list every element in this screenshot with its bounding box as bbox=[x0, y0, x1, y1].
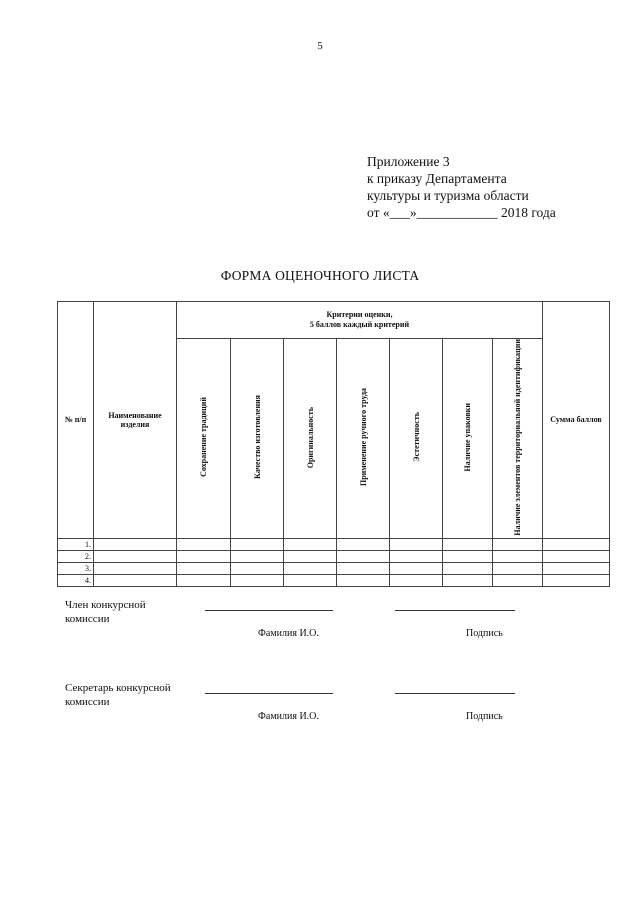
sign-caption: Подпись bbox=[466, 711, 503, 722]
row-number: 4. bbox=[58, 574, 94, 586]
criteria-header-2 bbox=[231, 339, 284, 539]
criteria-label: Эстетичность bbox=[411, 412, 421, 463]
row-number: 1. bbox=[58, 538, 94, 550]
table-cell[interactable] bbox=[284, 550, 337, 562]
table-cell[interactable] bbox=[231, 538, 284, 550]
table-cell[interactable] bbox=[337, 538, 390, 550]
header-item-name-label: Наименование изделия bbox=[108, 410, 162, 429]
signature-role-line-2: комиссии bbox=[65, 613, 110, 625]
table-cell[interactable] bbox=[177, 574, 231, 586]
criteria-label: Качество изготовления bbox=[252, 395, 262, 480]
table-cell[interactable] bbox=[543, 562, 610, 574]
table-cell[interactable] bbox=[337, 562, 390, 574]
table-cell[interactable] bbox=[443, 538, 493, 550]
name-signature-line[interactable] bbox=[205, 610, 333, 611]
header-number bbox=[58, 302, 94, 539]
table-cell[interactable] bbox=[177, 550, 231, 562]
row-number: 3. bbox=[58, 562, 94, 574]
table-cell[interactable] bbox=[337, 574, 390, 586]
evaluation-table bbox=[57, 301, 610, 587]
name-caption: Фамилия И.О. bbox=[258, 628, 319, 639]
table-cell[interactable] bbox=[443, 574, 493, 586]
table-cell[interactable] bbox=[390, 562, 443, 574]
criteria-header-1 bbox=[177, 339, 231, 539]
table-cell[interactable] bbox=[284, 538, 337, 550]
row-number: 2. bbox=[58, 550, 94, 562]
criteria-label: Наличие элементов территориальной идентификации bbox=[513, 339, 522, 536]
name-caption: Фамилия И.О. bbox=[258, 711, 319, 722]
appendix-line-2: к приказу Департамента bbox=[367, 171, 507, 186]
table-cell[interactable] bbox=[493, 562, 543, 574]
header-item-name bbox=[94, 302, 177, 539]
signature-line[interactable] bbox=[395, 610, 515, 611]
appendix-line-4: от «___»____________ 2018 года bbox=[367, 205, 556, 220]
table-cell[interactable] bbox=[493, 574, 543, 586]
table-cell[interactable] bbox=[543, 538, 610, 550]
table-cell[interactable] bbox=[94, 562, 177, 574]
header-number-label: № п/п bbox=[64, 415, 87, 425]
form-title: ФОРМА ОЦЕНОЧНОГО ЛИСТА bbox=[220, 268, 420, 283]
appendix-block bbox=[367, 153, 556, 221]
header-criteria bbox=[177, 302, 543, 339]
table-row bbox=[58, 562, 610, 574]
table-cell[interactable] bbox=[284, 574, 337, 586]
table-cell[interactable] bbox=[543, 574, 610, 586]
criteria-label: Сохранение традиций bbox=[199, 397, 208, 478]
criteria-label: Оригинальность bbox=[305, 406, 315, 468]
table-cell[interactable] bbox=[543, 550, 610, 562]
table-cell[interactable] bbox=[231, 574, 284, 586]
appendix-line-3: культуры и туризма области bbox=[367, 188, 529, 203]
signature-role bbox=[65, 681, 171, 709]
table-cell[interactable] bbox=[94, 550, 177, 562]
criteria-header-3 bbox=[284, 339, 337, 539]
table-cell[interactable] bbox=[231, 562, 284, 574]
criteria-label: Наличие упаковки bbox=[463, 403, 472, 472]
name-signature-line[interactable] bbox=[205, 693, 333, 694]
table-cell[interactable] bbox=[390, 538, 443, 550]
signature-line[interactable] bbox=[395, 693, 515, 694]
table-row bbox=[58, 538, 610, 550]
header-sum-label: Сумма баллов bbox=[550, 415, 602, 425]
signature-role-line-2: комиссии bbox=[65, 696, 110, 708]
criteria-header-4 bbox=[337, 339, 390, 539]
sign-caption: Подпись bbox=[466, 628, 503, 639]
table-cell[interactable] bbox=[337, 550, 390, 562]
signature-role-line-1: Член конкурсной bbox=[65, 599, 146, 611]
criteria-title-line-2: 5 баллов каждый критерий bbox=[309, 320, 410, 329]
signature-role bbox=[65, 598, 146, 626]
header-sum bbox=[543, 302, 610, 539]
criteria-header-7 bbox=[493, 339, 543, 539]
table-cell[interactable] bbox=[284, 562, 337, 574]
table-cell[interactable] bbox=[493, 538, 543, 550]
table-cell[interactable] bbox=[390, 574, 443, 586]
appendix-line-1: Приложение 3 bbox=[367, 154, 450, 169]
criteria-label: Применение ручного труда bbox=[358, 388, 368, 487]
criteria-header-6 bbox=[443, 339, 493, 539]
criteria-header-5 bbox=[390, 339, 443, 539]
table-row bbox=[58, 574, 610, 586]
table-cell[interactable] bbox=[94, 538, 177, 550]
table-cell[interactable] bbox=[443, 550, 493, 562]
table-row bbox=[58, 550, 610, 562]
table-cell[interactable] bbox=[390, 550, 443, 562]
signature-role-line-1: Секретарь конкурсной bbox=[65, 682, 171, 694]
table-cell[interactable] bbox=[177, 562, 231, 574]
table-cell[interactable] bbox=[443, 562, 493, 574]
table-cell[interactable] bbox=[94, 574, 177, 586]
table-cell[interactable] bbox=[177, 538, 231, 550]
criteria-title-line-1: Критерии оценки, bbox=[326, 310, 393, 319]
table-cell[interactable] bbox=[231, 550, 284, 562]
table-cell[interactable] bbox=[493, 550, 543, 562]
page-number: 5 bbox=[317, 40, 323, 52]
